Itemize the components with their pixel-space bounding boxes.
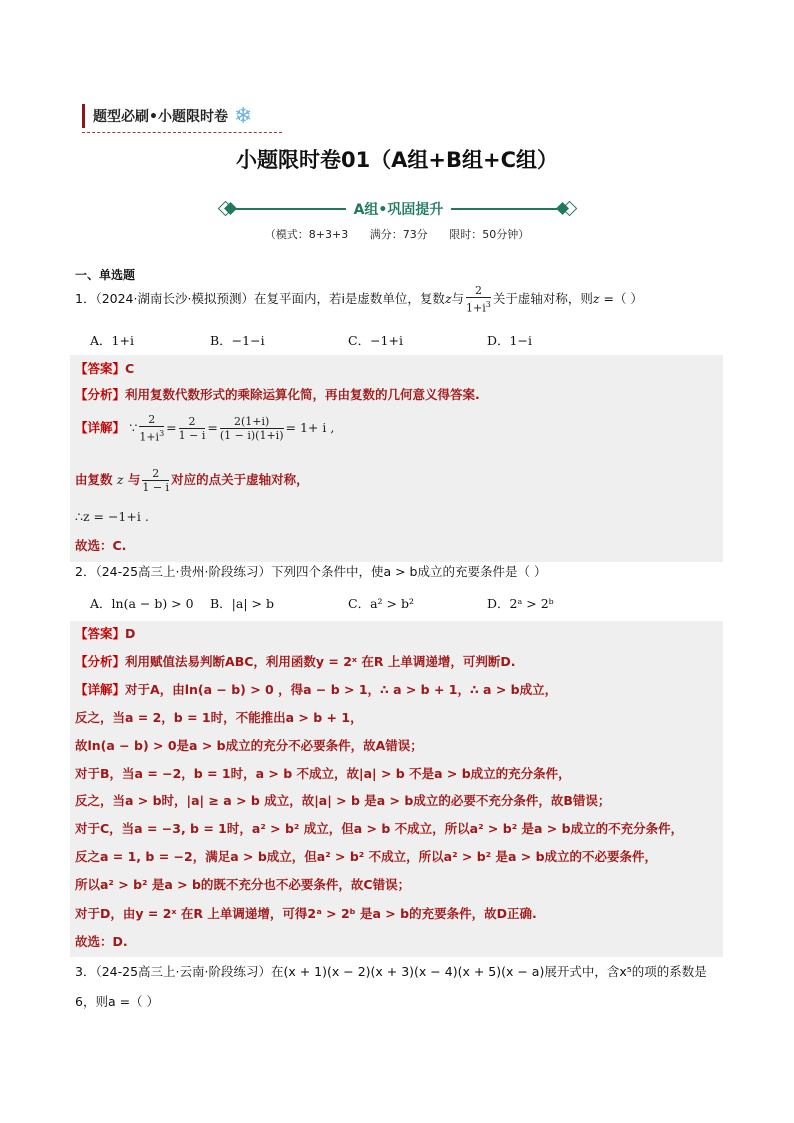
q1-stem-part: 与	[451, 290, 465, 306]
q1-option-b[interactable]: B．−1−i	[210, 333, 265, 348]
detail-text: 对于A，由ln(a − b) > 0 ，得a − b > 1，∴ a > b + 1，∴ a > b成立，	[125, 682, 558, 697]
detail-text: 与	[127, 472, 141, 487]
q2-option-c[interactable]: C．a² > b²	[348, 596, 414, 611]
q2-answer	[75, 624, 135, 642]
detail-tag: 【详解】	[75, 682, 126, 697]
question-3-stem-line-2: 6，则a =（ ）	[75, 994, 160, 1009]
q2-detail-line-2: 反之，当a = 2，b = 1时，不能推出a > b + 1，	[75, 710, 363, 725]
q2-option-b[interactable]: B．|a| > b	[210, 596, 274, 611]
group-banner	[220, 199, 577, 219]
q1-fraction: $\frac{2}{1+i^3}$	[466, 284, 491, 315]
section-title: 一、单选题	[75, 268, 136, 282]
q1-option-d[interactable]: D．1−i	[487, 333, 532, 348]
q1-final: 故选：C.	[75, 538, 127, 553]
q1-answer	[75, 359, 134, 377]
q1-stem-part: 1．（2024·湖南长沙·模拟预测）在复平面内，若i是虚数单位，复数	[75, 290, 445, 306]
analysis-text: 利用赋值法易判断ABC，利用函数y = 2ˣ 在R 上单调递增，可判断D.	[125, 654, 516, 669]
answer-value: C	[125, 361, 135, 376]
tag-bar	[82, 104, 85, 128]
q2-detail-line-7: 反之a = 1, b = −2，满足a > b成立，但a² > b² 不成立，所以a² > b² 是a > b成立的不必要条件，	[75, 849, 658, 864]
detail-text: 由复数	[75, 472, 113, 487]
question-1-answer-block	[70, 355, 723, 562]
question-3-stem-line-1: 3．（24-25高三上·云南·阶段练习）在(x + 1)(x − 2)(x + 3)(x − 4)(x + 5)(x − a)展开式中，含x⁵的项的系数是	[75, 964, 707, 979]
q2-final: 故选：D.	[75, 934, 128, 949]
tag-text: 题型必刷•小题限时卷	[93, 109, 228, 125]
conclusion-text: ∴z = −1+i .	[75, 509, 149, 524]
answer-tag: 【答案】	[75, 626, 126, 641]
question-1-stem: 1．（2024·湖南长沙·模拟预测）在复平面内，若i是虚数单位，复数z与 $\frac{2}{1+i^3}$ 关于虚轴对称，则z =（ ）	[75, 284, 643, 315]
analysis-tag: 【分析】	[75, 387, 126, 402]
detail-text: 对应的点关于虚轴对称，	[171, 472, 309, 487]
q2-detail-line-6: 对于C，当a = −3, b = 1时，a² > b² 成立，但a > b 不成立，所以a² > b² 是a > b成立的不充分条件，	[75, 821, 684, 836]
q1-conclusion	[75, 509, 149, 524]
q1-detail-line2: 由复数 z 与 $\frac{2}{1 - i}$ 对应的点关于虚轴对称，	[75, 467, 309, 494]
q1-stem-part: 关于虚轴对称，则	[492, 290, 593, 306]
detail-tag: 【详解】	[75, 419, 126, 435]
q2-detail-line-5: 反之，当a > b时，|a| ≥ a > b 成立，故|a| > b 是a > b成立的必要不充分条件，故B错误；	[75, 793, 611, 808]
answer-tag: 【答案】	[75, 361, 126, 376]
q1-stem-part: （ ）	[613, 290, 643, 306]
answer-value: D	[125, 626, 136, 641]
q2-detail-line-1	[75, 680, 557, 698]
q1-detail: 【详解】 ∵ $\frac{2}{1+i^3}$ = $\frac{2}{1 - i}$ = $\frac{2(1+i)}{(1 - i)(1+i)}$ = 1+ i ,	[75, 413, 335, 444]
q2-detail-line-8: 所以a² > b² 是a > b的既不充分也不必要条件，故C错误；	[75, 877, 411, 892]
q2-option-a[interactable]: A．ln(a − b) > 0	[90, 596, 194, 611]
q2-analysis	[75, 652, 516, 670]
meta-score: 满分：73分	[369, 228, 428, 241]
q2-detail-line-3: 故ln(a − b) > 0是a > b成立的充分不必要条件，故A错误；	[75, 738, 423, 753]
tag-divider	[82, 132, 282, 133]
exam-meta	[0, 226, 794, 242]
header-tag	[82, 101, 252, 131]
snowflake-icon: ❄	[233, 103, 253, 129]
question-2-stem: 2．（24-25高三上·贵州·阶段练习）下列四个条件中，使a > b成立的充要条件是（ ）	[75, 564, 547, 579]
meta-mode: （模式：8+3+3	[264, 228, 349, 241]
meta-time: 限时：50分钟）	[449, 228, 530, 241]
q2-option-d[interactable]: D．2ᵃ > 2ᵇ	[487, 596, 554, 611]
q2-detail-line-9: 对于D，由y = 2ˣ 在R 上单调递增，可得2ᵃ > 2ᵇ 是a > b的充要条件，故D正确.	[75, 906, 537, 921]
q1-option-a[interactable]: A．1+i	[90, 333, 134, 348]
page-title: 小题限时卷01（A组+B组+C组）	[235, 148, 559, 172]
question-2-answer-block	[70, 621, 723, 957]
group-label: A组•巩固提升	[346, 202, 452, 218]
q1-analysis	[75, 385, 480, 403]
analysis-tag: 【分析】	[75, 654, 126, 669]
q1-option-c[interactable]: C．−1+i	[348, 333, 403, 348]
q2-detail-line-4: 对于B，当a = −2，b = 1时，a > b 不成立，故|a| > b 不是a > b成立的充分条件，	[75, 766, 571, 781]
analysis-text: 利用复数代数形式的乘除运算化简，再由复数的几何意义得答案.	[125, 387, 480, 402]
